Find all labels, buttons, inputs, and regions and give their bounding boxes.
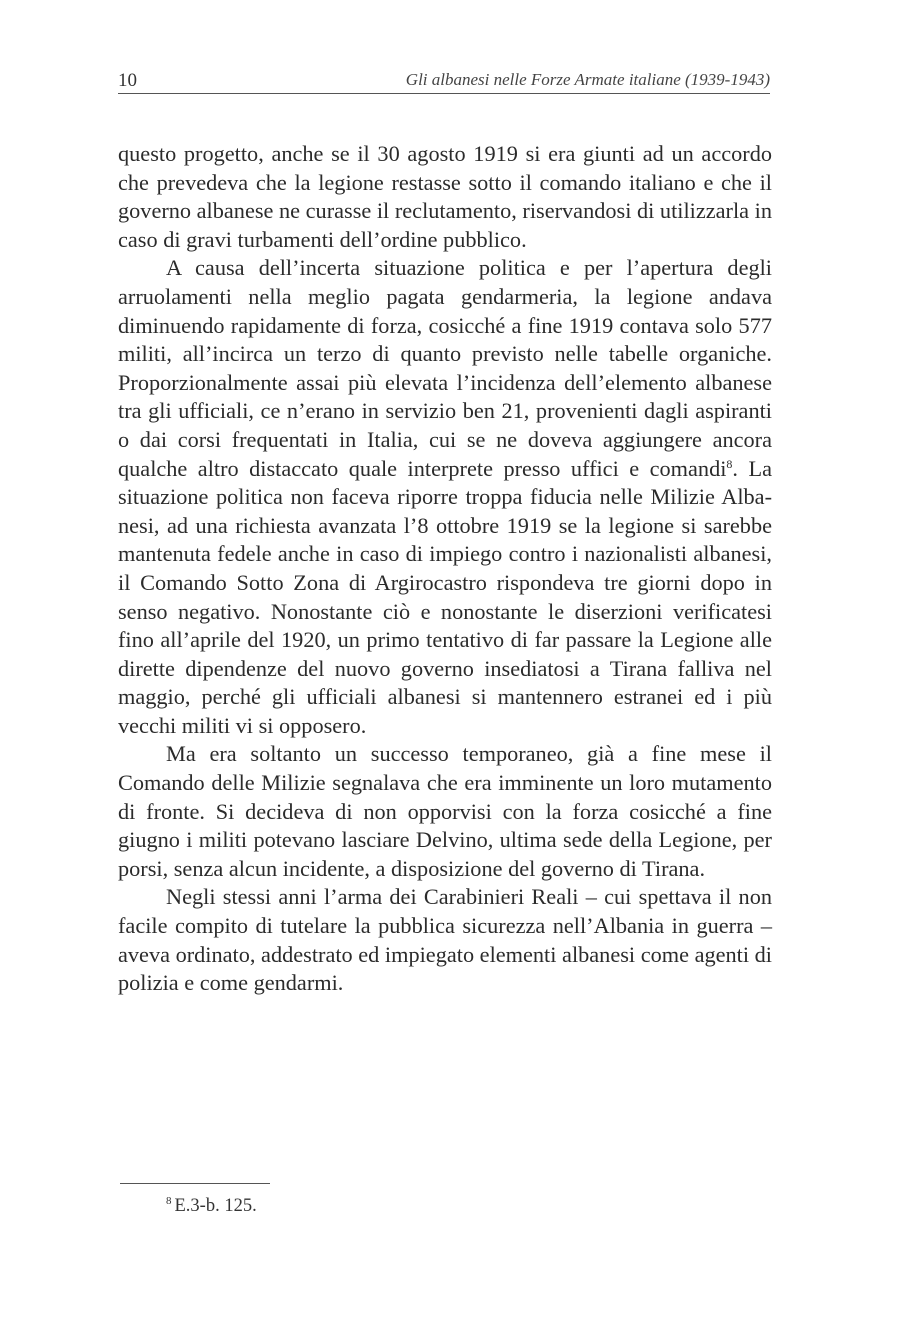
footnote-marker: 8 xyxy=(166,1195,172,1207)
header-rule xyxy=(118,93,770,94)
paragraph-1: questo progetto, anche se il 30 agosto 1919 si era giunti ad un accordo che prevedeva che la legione restasse sotto il comando italiano e che il governo albanese ne curasse il reclutamento, riservandosi di utilizzarla in caso di gravi turbamenti dell’ordine pubblico. xyxy=(118,141,772,252)
footnote-rule xyxy=(120,1183,270,1184)
paragraph-2 xyxy=(118,254,772,740)
footnote-reference: 8 xyxy=(726,456,733,471)
running-title: Gli albanesi nelle Forze Armate italiane (1939-1943) xyxy=(405,70,770,89)
paragraph-2-text-a: A causa dell’incerta situazione politica e per l’apertura degli arruolamenti nella meglio pagata gendarmeria, la legione andava diminuendo rapidamente di forza, cosicché a fine 1919 contava solo 577 militi, all’incirca un terzo di quanto previsto nelle tabelle organiche. Proporzionalmente assai più elevata l’incidenza dell’elemento albanese tra gli ufficiali, ce n’erano in servizio ben 21, provenienti dagli aspiranti o dai corsi frequentati in Italia, cui se ne doveva aggiungere ancora qualche altro distaccato quale interprete presso uffici e comandi xyxy=(118,255,772,481)
paragraph-2-text-b: . La situazione politica non faceva riporre troppa fiducia nelle Milizie Albanesi, ad una richiesta avanzata l’8 ottobre 1919 se la legione si sarebbe mantenuta fedele anche in caso di impiego contro i nazionalisti albanesi, il Comando Sotto Zona di Argirocastro rispondeva tre giorni dopo in senso negativo. Nonostante ciò e nonostante le diserzioni verificatesi fino all’aprile del 1920, un primo tentativo di far passare la Legione alle dirette dipendenze del nuovo governo insediatosi a Tirana falliva nel maggio, perché gli ufficiali albanesi si mantennero estranei ed i più vecchi militi vi si opposero. xyxy=(118,455,772,738)
paragraph-3: Ma era soltanto un successo temporaneo, già a fine mese il Comando delle Milizie segnalava che era imminente un loro mutamento di fronte. Si decideva di non opporvisi con la forza cosicché a fine giugno i militi potevano lasciare Delvino, ultima sede della Legione, per porsi, senza alcun incidente, a disposizione del governo di Tirana. xyxy=(118,741,772,881)
footnote-text: E.3-b. 125. xyxy=(174,1196,257,1216)
body-text xyxy=(118,140,772,998)
paragraph-4: Negli stessi anni l’arma dei Carabinieri Reali – cui spettava il non facile compito di tutelare la pubblica sicurezza nell’Albania in guerra – aveva ordinato, addestrato ed impiegato elementi albanesi come agenti di polizia e come gendarmi. xyxy=(118,884,772,996)
footnote xyxy=(166,1196,257,1217)
running-header xyxy=(118,66,770,94)
page-number: 10 xyxy=(118,70,137,91)
